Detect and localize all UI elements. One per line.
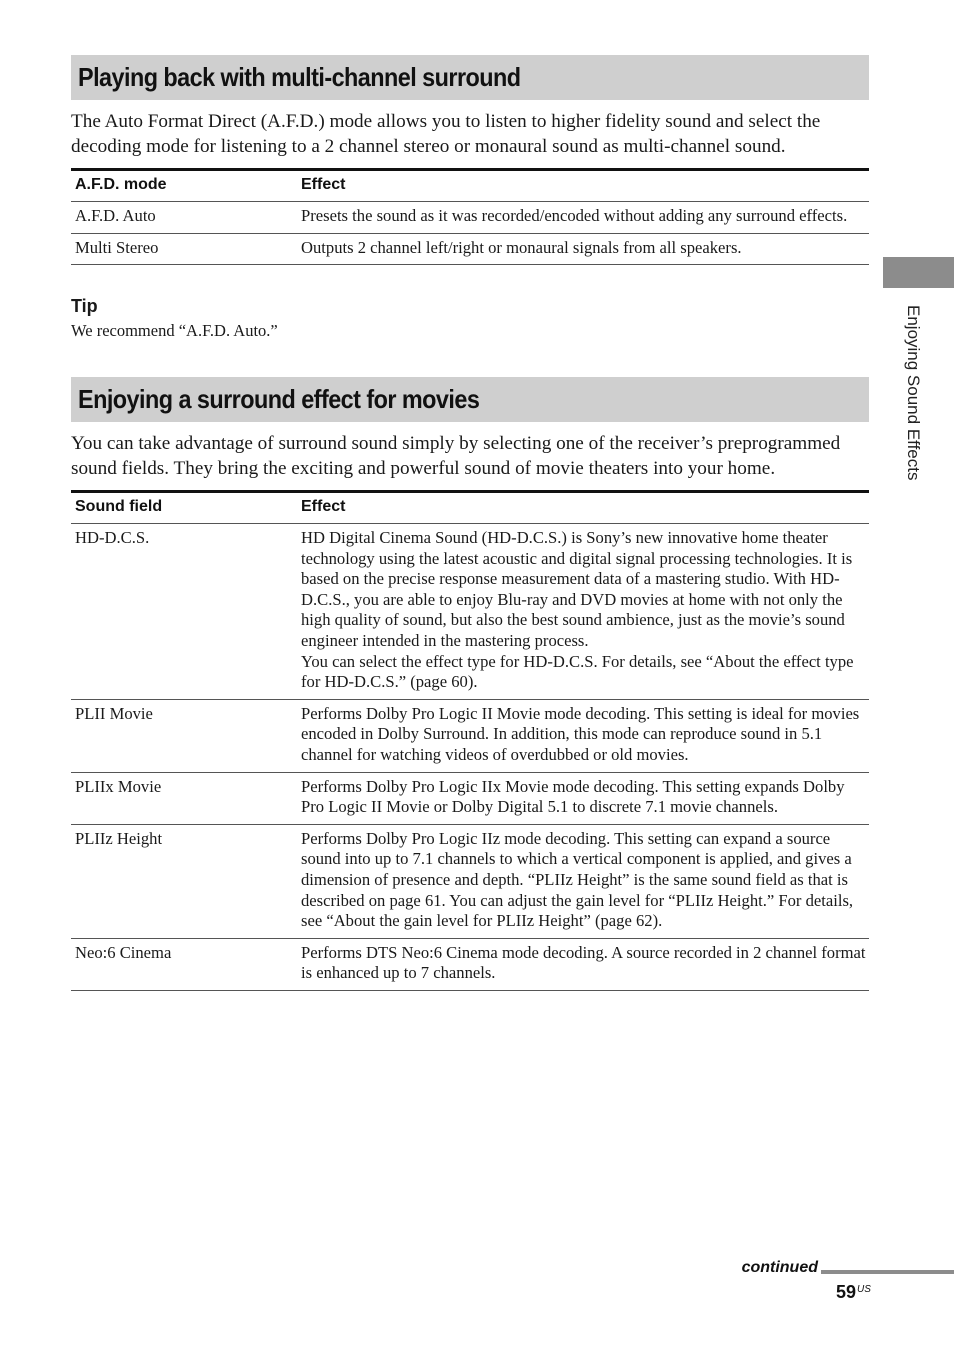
- table-header-row: [71, 170, 869, 202]
- sound-field-cell: Neo:6 Cinema: [71, 938, 297, 990]
- table-header-row: [71, 492, 869, 524]
- section-title: Enjoying a surround effect for movies: [78, 384, 480, 414]
- effect-cell: Outputs 2 channel left/right or monaural signals from all speakers.: [297, 233, 869, 265]
- column-header-sound-field: Sound field: [71, 492, 297, 524]
- table-row: [71, 772, 869, 824]
- section-heading-bar: [71, 377, 869, 422]
- effect-cell: Presets the sound as it was recorded/encoded without adding any surround effects.: [297, 202, 869, 234]
- effect-cell: Performs DTS Neo:6 Cinema mode decoding. A source recorded in 2 channel format is enhanced up to 7 channels.: [297, 938, 869, 990]
- tip-title: Tip: [71, 296, 98, 316]
- sound-field-cell: HD-D.C.S.: [71, 524, 297, 700]
- sound-field-cell: PLIIz Height: [71, 824, 297, 938]
- section-intro: The Auto Format Direct (A.F.D.) mode allows you to listen to higher fidelity sound and select the decoding mode for listening to a 2 channel stereo or monaural sound as multi-channel sound.: [71, 111, 821, 157]
- continued-bar: [821, 1270, 954, 1274]
- afd-mode-table: [71, 168, 869, 265]
- page-number-value: 59: [836, 1282, 857, 1302]
- table-row: [71, 938, 869, 990]
- table-row: [71, 699, 869, 772]
- effect-cell: Performs Dolby Pro Logic II Movie mode decoding. This setting is ideal for movies encoded in Dolby Surround. In addition, this mode can reproduce sound in 5.1 channel for watching videos of overdubbed or old movies.: [297, 699, 869, 772]
- chapter-side-label-text: Enjoying Sound Effects: [904, 305, 923, 481]
- section-heading-bar: [71, 55, 869, 100]
- effect-text-extra: You can select the effect type for HD-D.C.S. For details, see “About the effect type for HD-D.C.S.” (page 60).: [301, 651, 854, 692]
- chapter-side-label: [903, 305, 923, 545]
- mode-cell: Multi Stereo: [71, 233, 297, 265]
- mode-cell: A.F.D. Auto: [71, 202, 297, 234]
- section-title: Playing back with multi-channel surround: [78, 62, 521, 92]
- section-intro: You can take advantage of surround sound simply by selecting one of the receiver’s preprogrammed sound fields. They bring the exciting and powerful sound of movie theaters into your home.: [71, 433, 841, 479]
- effect-cell: Performs Dolby Pro Logic IIx Movie mode decoding. This setting expands Dolby Pro Logic II Movie or Dolby Digital 5.1 to discrete 7.1 movie channels.: [297, 772, 869, 824]
- continued-label: continued: [741, 1259, 818, 1276]
- sound-field-cell: PLII Movie: [71, 699, 297, 772]
- table-row: [71, 824, 869, 938]
- chapter-tab-marker: [883, 257, 954, 288]
- effect-cell: [297, 524, 869, 700]
- column-header-effect: Effect: [297, 492, 869, 524]
- table-row: [71, 233, 869, 265]
- effect-text: HD Digital Cinema Sound (HD-D.C.S.) is Sony’s new innovative home theater technology using the latest acoustic and digital signal processing technologies. It is based on the precise response measurement data of a mastering studio. With HD-D.C.S., you are able to enjoy Blu-ray and DVD movies at home with not only the high quality of sound, but also the best sound ambience, just as the movie’s sound engineer intended in the mastering process.: [301, 528, 853, 650]
- table-row: [71, 524, 869, 700]
- table-row: [71, 202, 869, 234]
- column-header-mode: A.F.D. mode: [71, 170, 297, 202]
- tip-text: We recommend “A.F.D. Auto.”: [71, 321, 278, 340]
- page-region-suffix: US: [857, 1284, 871, 1295]
- page-number: [836, 1282, 871, 1303]
- effect-cell: Performs Dolby Pro Logic IIz mode decoding. This setting can expand a source sound into up to 7.1 channels to which a vertical component is applied, and gives a dimension of presence and depth. “PLIIz Height” is the same sound field as that is described on page 61. You can adjust the gain level for “PLIIz Height.” For details, see “About the gain level for PLIIz Height” (page 62).: [297, 824, 869, 938]
- column-header-effect: Effect: [297, 170, 869, 202]
- sound-field-cell: PLIIx Movie: [71, 772, 297, 824]
- sound-field-table: [71, 490, 869, 991]
